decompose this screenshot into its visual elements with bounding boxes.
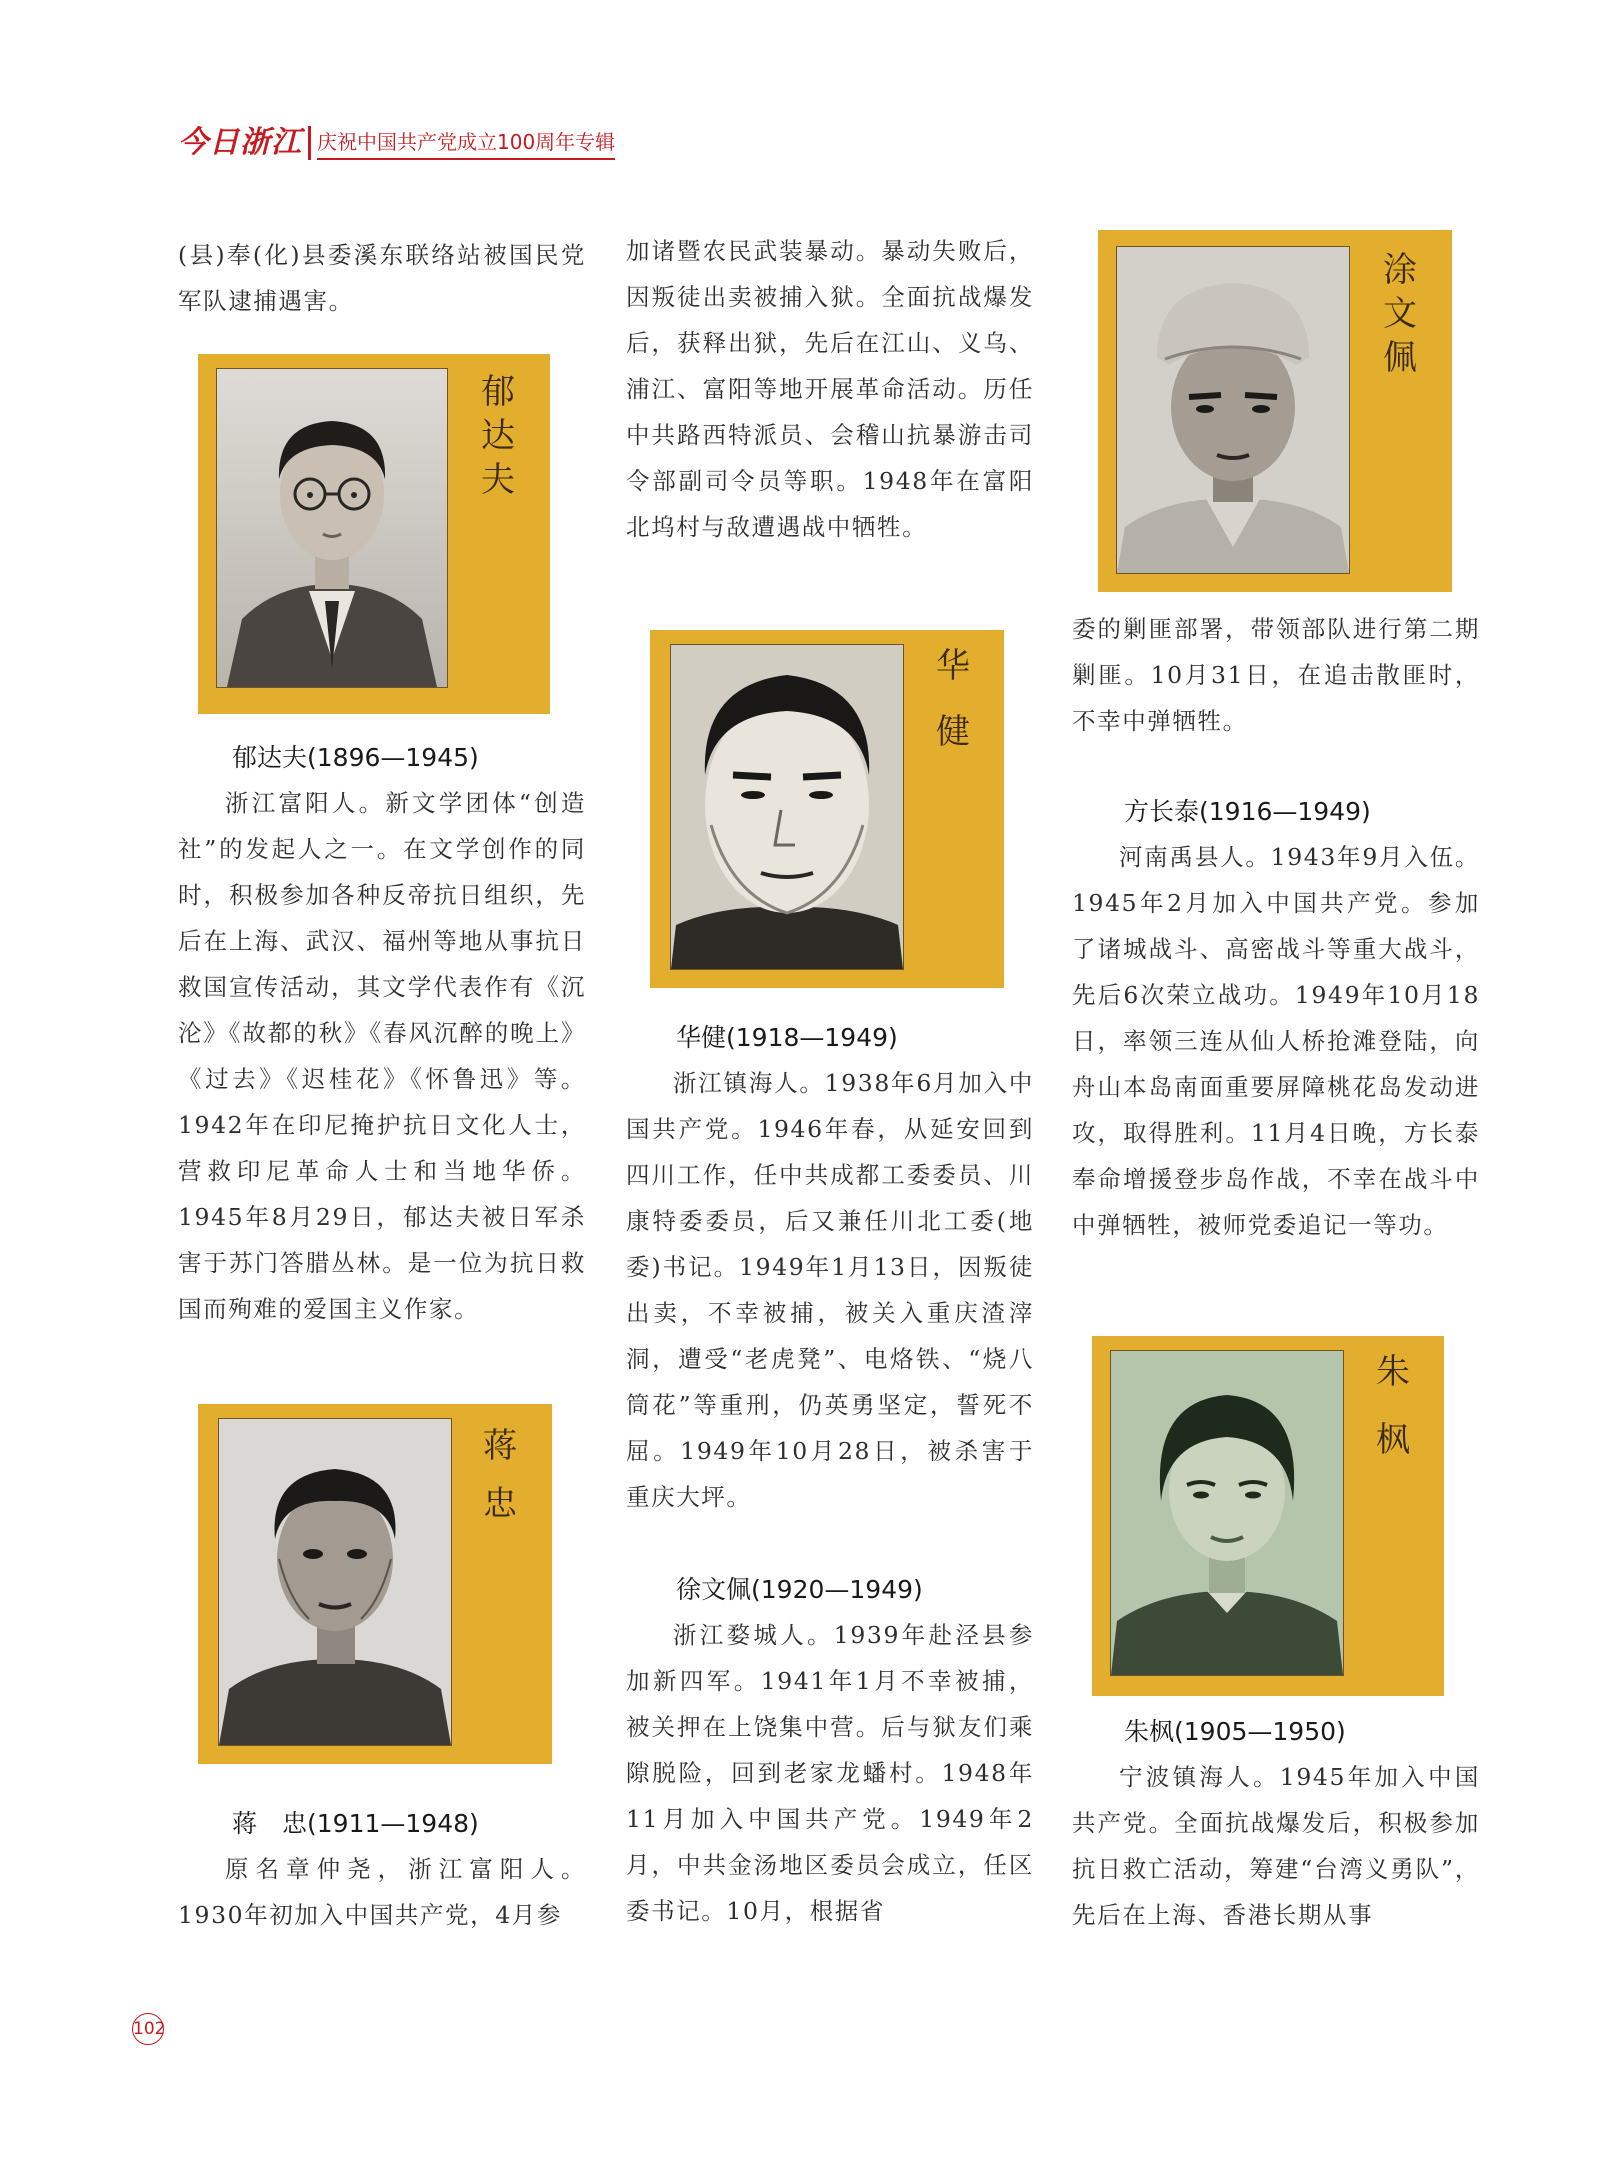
bio-text-jiang: 原名章仲尧，浙江富阳人。1930年初加入中国共产党，4月参 (178, 1855, 586, 1929)
vertical-name-zhu: 朱 枫 (1376, 1352, 1410, 1460)
portrait-card-zhu (1092, 1336, 1444, 1696)
bio-name-jiang: 蒋 忠(1911—1948) (232, 1809, 479, 1838)
bio-name-hua: 华健(1918—1949) (676, 1023, 898, 1052)
portrait-photo-yu (216, 368, 448, 688)
bio-name-fang: 方长泰(1916—1949) (1124, 797, 1371, 826)
portrait-photo-zhu (1110, 1350, 1344, 1676)
vertical-name-hua: 华 健 (936, 646, 970, 752)
cont-text-col2: 加诸暨农民武装暴动。暴动失败后，因叛徒出卖被捕入狱。全面抗战爆发后，获释出狱，先后在江山、义乌、浦江、富阳等地开展革命活动。历任中共路西特派员、会稽山抗暴游击司令部副司令员等职。1948年在富阳北坞村与敌遭遇战中牺牲。 (626, 237, 1034, 541)
portrait-card-xu (1098, 230, 1452, 592)
portrait-card-yu (198, 354, 550, 714)
page-number: 102 (132, 2013, 164, 2045)
header-divider (308, 126, 311, 160)
intro-text: (县)奉(化)县委溪东联络站被国民党军队逮捕遇害。 (178, 241, 586, 315)
bio-text-yu: 浙江富阳人。新文学团体“创造社”的发起人之一。在文学创作的同时，积极参加各种反帝抗日组织，先后在上海、武汉、福州等地从事抗日救国宣传活动，其文学代表作有《沉沦》《故都的秋》《春风沉醉的晚上》《过去》《迟桂花》《怀鲁迅》等。1942年在印尼掩护抗日文化人士，营救印尼革命人士和当地华侨。1945年8月29日，郁达夫被日军杀害于苏门答腊丛林。是一位为抗日救国而殉难的爱国主义作家。 (178, 789, 586, 1323)
section-title: 庆祝中国共产党成立100周年专辑 (317, 127, 615, 160)
magazine-logo: 今日浙江 (178, 125, 302, 160)
bio-name-zhu: 朱枫(1905—1950) (1124, 1717, 1346, 1746)
cont-text-col3: 委的剿匪部署，带领部队进行第二期剿匪。10月31日，在追击散匪时，不幸中弹牺牲。 (1072, 615, 1480, 735)
bio-text-hua: 浙江镇海人。1938年6月加入中国共产党。1946年春，从延安回到四川工作，任中共成都工委委员、川康特委委员，后又兼任川北工委(地委)书记。1949年1月13日，因叛徒出卖，不幸被捕，被关入重庆渣滓洞，遭受“老虎凳”、电烙铁、“烧八筒花”等重刑，仍英勇坚定，誓死不屈。1949年10月28日，被杀害于重庆大坪。 (626, 1069, 1034, 1511)
bio-name-yu: 郁达夫(1896—1945) (232, 743, 479, 772)
portrait-card-hua (650, 630, 1004, 988)
portrait-photo-hua (670, 644, 904, 970)
bio-text-xu: 浙江婺城人。1939年赴泾县参加新四军。1941年1月不幸被捕，被关押在上饶集中营。后与狱友们乘隙脱险，回到老家龙蟠村。1948年11月加入中国共产党。1949年2月，中共金汤地区委员会成立，任区委书记。10月，根据省 (626, 1621, 1034, 1925)
vertical-name-xu: 涂 文 佩 (1383, 250, 1417, 378)
vertical-name-yu: 郁 达 夫 (481, 372, 515, 500)
portrait-photo-xu (1116, 246, 1350, 574)
portrait-photo-jiang (218, 1418, 452, 1746)
bio-name-xu: 徐文佩(1920—1949) (676, 1575, 923, 1604)
page-header (178, 120, 615, 160)
bio-text-zhu: 宁波镇海人。1945年加入中国共产党。全面抗战爆发后，积极参加抗日救亡活动，筹建“台湾义勇队”，先后在上海、香港长期从事 (1072, 1763, 1480, 1929)
portrait-card-jiang (198, 1404, 552, 1764)
bio-text-fang: 河南禹县人。1943年9月入伍。1945年2月加入中国共产党。参加了诸城战斗、高密战斗等重大战斗，先后6次荣立战功。1949年10月18日，率领三连从仙人桥抢滩登陆，向舟山本岛南面重要屏障桃花岛发动进攻，取得胜利。11月4日晚，方长泰奉命增援登步岛作战，不幸在战斗中中弹牺牲，被师党委追记一等功。 (1072, 843, 1480, 1239)
vertical-name-jiang: 蒋 忠 (483, 1426, 517, 1524)
